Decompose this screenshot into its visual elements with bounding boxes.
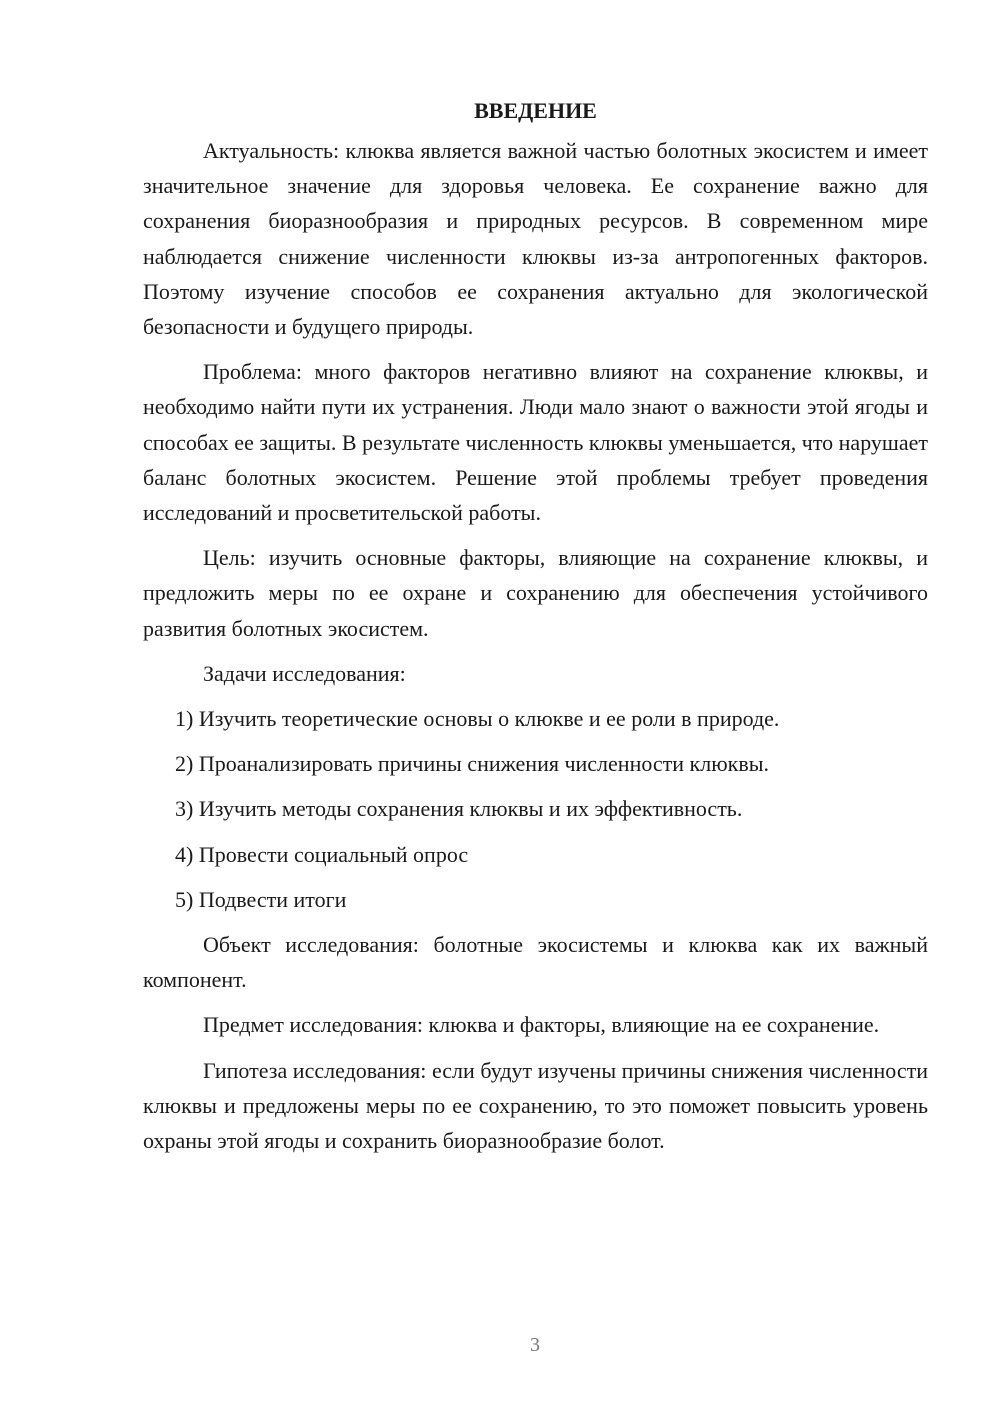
task-item-4: 4) Провести социальный опрос bbox=[175, 841, 469, 867]
document-body bbox=[143, 93, 928, 1168]
goal-paragraph: Цель: изучить основные факторы, влияющие на сохранение клюквы, и предложить меры по ее охране и сохранению для обеспечения устойчивого развития болотных экосистем. bbox=[143, 545, 928, 641]
subject-paragraph: Предмет исследования: клюква и факторы, влияющие на ее сохранение. bbox=[203, 1012, 880, 1038]
tasks-list bbox=[143, 701, 928, 917]
task-item-5: 5) Подвести итоги bbox=[175, 886, 347, 912]
tasks-label: Задачи исследования: bbox=[203, 660, 406, 686]
object-paragraph: Объект исследования: болотные экосистемы и клюква как их важный компонент. bbox=[143, 932, 928, 993]
page-number-container bbox=[0, 1330, 1000, 1360]
problem-paragraph: Проблема: много факторов негативно влияют на сохранение клюквы, и необходимо найти пути их устранения. Люди мало знают о важности этой ягоды и способах ее защиты. В результате численность клюквы уменьшается, что нарушает баланс болотных экосистем. Решение этой проблемы требует проведения исследований и просветительской работы. bbox=[143, 359, 928, 526]
task-item-3: 3) Изучить методы сохранения клюквы и их эффективность. bbox=[175, 796, 743, 822]
task-item-2: 2) Проанализировать причины снижения численности клюквы. bbox=[175, 751, 770, 777]
section-heading: ВВЕДЕНИЕ bbox=[474, 98, 597, 123]
relevance-paragraph: Актуальность: клюква является важной частью болотных экосистем и имеет значительное значение для здоровья человека. Ее сохранение важно для сохранения биоразнообразия и природных ресурсов. В современном мире наблюдается снижение численности клюквы из-за антропогенных факторов. Поэтому изучение способов ее сохранения актуально для экологической безопасности и будущего природы. bbox=[143, 138, 928, 340]
page-number: 3 bbox=[530, 1334, 540, 1356]
hypothesis-paragraph: Гипотеза исследования: если будут изучены причины снижения численности клюквы и предложены меры по ее сохранению, то это поможет повысить уровень охраны этой ягоды и сохранить биоразнообразие болот. bbox=[143, 1057, 928, 1154]
task-item-1: 1) Изучить теоретические основы о клюкве и ее роли в природе. bbox=[175, 706, 780, 732]
